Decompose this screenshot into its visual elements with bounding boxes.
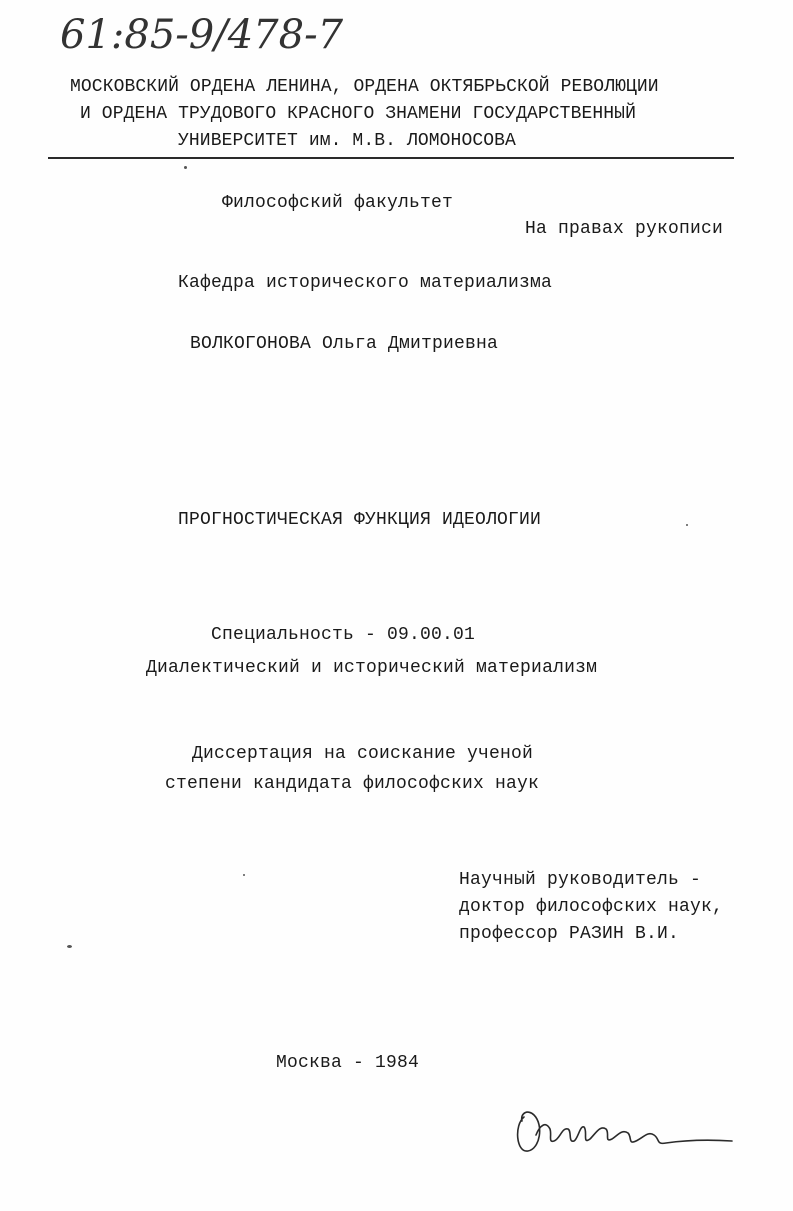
supervisor-line-3: профессор РАЗИН В.И. [459,924,680,944]
university-header-line-1: МОСКОВСКИЙ ОРДЕНА ЛЕНИНА, ОРДЕНА ОКТЯБРЬСКОЙ РЕВОЛЮЦИИ [70,77,659,97]
supervisor-line-1: Научный руководитель - [459,870,702,890]
manuscript-rights-note: На правах рукописи [525,219,724,239]
faculty-name: Философский факультет [222,193,454,213]
degree-line-2: степени кандидата философских наук [165,774,540,794]
place-and-year: Москва - 1984 [276,1053,420,1073]
header-divider [48,157,734,159]
paper-speck [243,874,245,876]
handwritten-signature [510,1095,740,1165]
supervisor-line-2: доктор философских наук, [459,897,724,917]
university-header-line-2: И ОРДЕНА ТРУДОВОГО КРАСНОГО ЗНАМЕНИ ГОСУДАРСТВЕННЫЙ [80,104,636,124]
department-name: Кафедра исторического материализма [178,273,553,293]
dissertation-title: ПРОГНОСТИЧЕСКАЯ ФУНКЦИЯ ИДЕОЛОГИИ [178,510,542,530]
degree-line-1: Диссертация на соискание ученой [192,744,534,764]
paper-speck [686,524,688,526]
specialty-name: Диалектический и исторический материализм [146,658,598,678]
paper-speck [67,945,72,948]
specialty-code: Специальность - 09.00.01 [211,625,476,645]
archive-number-text: 61:85-9/478-7 [60,12,344,58]
author-name: ВОЛКОГОНОВА Ольга Дмитриевна [190,334,499,354]
paper-speck [184,166,187,169]
handwritten-archive-number [58,6,358,62]
university-header-line-3: УНИВЕРСИТЕТ им. М.В. ЛОМОНОСОВА [178,131,516,151]
